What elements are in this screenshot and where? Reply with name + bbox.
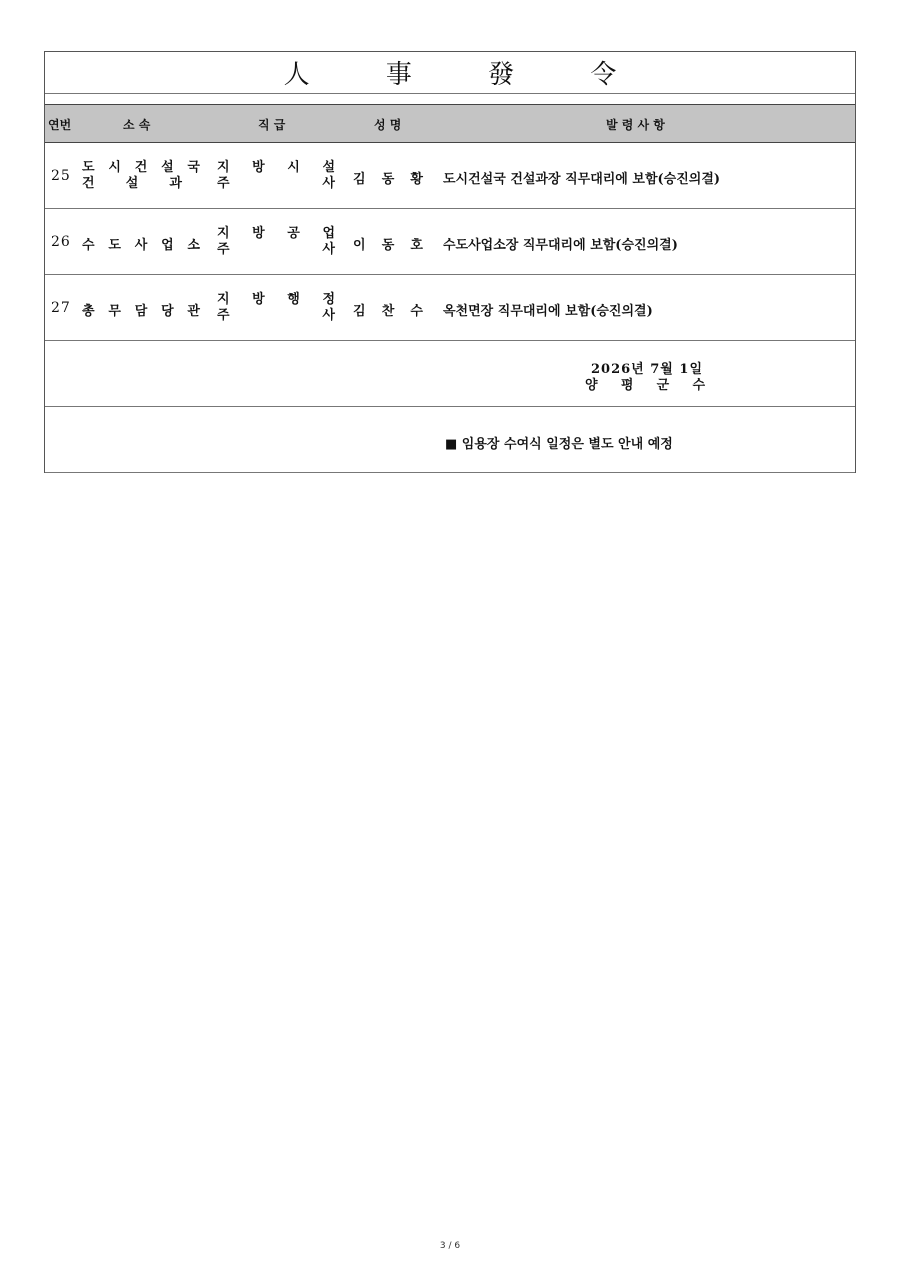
table-row	[45, 143, 855, 209]
document-title: 人 事 發 令	[283, 60, 651, 90]
rank-line: 주 사	[217, 176, 335, 191]
row-number: 27	[51, 300, 71, 316]
table-row	[45, 209, 855, 275]
row-rank	[217, 292, 335, 324]
row-rank	[217, 226, 335, 258]
row-description: 도시건설국 건설과장 직무대리에 보함(승진의결)	[443, 172, 721, 187]
page-number: 3 / 6	[439, 1241, 461, 1251]
rank-line: 주 사	[217, 242, 335, 257]
row-name: 이 동 호	[353, 238, 423, 253]
table-header	[45, 105, 855, 143]
header-dept: 소 속	[123, 118, 151, 132]
issuer-name: 양 평 군 수	[585, 378, 705, 393]
department-line: 도 시 건 설 국	[82, 160, 200, 175]
title-separator	[45, 94, 855, 105]
header-desc: 발 령 사 항	[606, 118, 665, 132]
row-description: 옥천면장 직무대리에 보함(승진의결)	[443, 304, 653, 319]
note-row	[45, 407, 855, 473]
row-number: 26	[51, 234, 71, 250]
row-description: 수도사업소장 직무대리에 보함(승진의결)	[443, 238, 678, 253]
row-department: 총 무 담 당 관	[82, 304, 200, 319]
header-no: 연번	[48, 118, 72, 132]
rank-line: 주 사	[217, 308, 335, 323]
row-department: 수 도 사 업 소	[82, 238, 200, 253]
row-rank	[217, 160, 335, 192]
row-name: 김 찬 수	[353, 304, 423, 319]
row-number: 25	[51, 168, 71, 184]
title-row	[45, 52, 855, 94]
department-line: 건 설 과	[82, 176, 182, 191]
ceremony-note: ■ 임용장 수여식 일정은 별도 안내 예정	[445, 437, 673, 452]
rank-line: 지 방 공 업	[217, 226, 335, 241]
header-rank: 직 급	[258, 118, 286, 132]
header-name: 성 명	[374, 118, 402, 132]
rank-line: 지 방 행 정	[217, 292, 335, 307]
row-department	[82, 160, 200, 192]
issue-date: 2026년 7월 1일	[591, 362, 703, 377]
date-signature-row	[45, 341, 855, 407]
personnel-order-document	[44, 51, 856, 473]
rank-line: 지 방 시 설	[217, 160, 335, 175]
row-name: 김 동 황	[353, 172, 423, 187]
table-row	[45, 275, 855, 341]
